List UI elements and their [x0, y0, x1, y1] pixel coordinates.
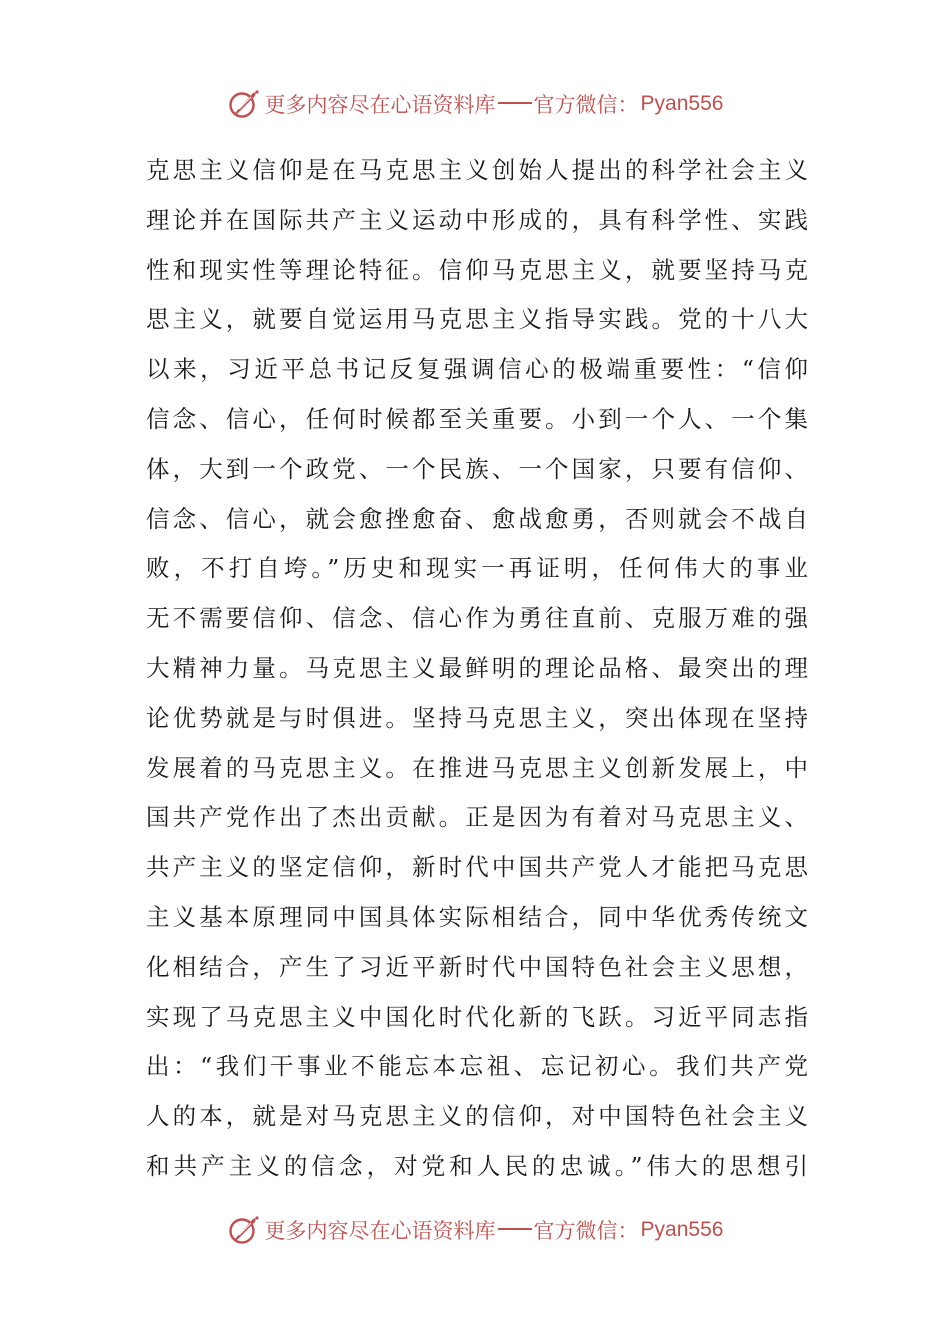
banner-wechat-label: 官方微信：	[533, 93, 639, 117]
text-line: 大精神力量。马克思主义最鲜明的理论品格、最突出的理	[146, 653, 808, 682]
banner-wechat-id: Pyan556	[640, 1218, 724, 1241]
banner-wechat-label: 官方微信：	[533, 1219, 639, 1243]
text-line: 主义基本原理同中国具体实际相结合，同中华优秀传统文	[146, 902, 808, 931]
text-line: 体，大到一个政党、一个民族、一个国家，只要有信仰、	[146, 454, 808, 483]
text-line: 信念、信心，任何时候都至关重要。小到一个人、一个集	[146, 404, 808, 433]
quill-logo-icon	[227, 1213, 261, 1247]
text-line: 出：“我们干事业不能忘本忘祖、忘记初心。我们共产党	[146, 1052, 808, 1081]
banner-dash	[498, 102, 532, 104]
body-text	[146, 146, 808, 1192]
text-line: 实现了马克思主义中国化时代化新的飞跃。习近平同志指	[146, 1002, 808, 1031]
text-line: 思主义，就要自觉运用马克思主义指导实践。党的十八大	[146, 305, 808, 334]
banner-text: 更多内容尽在心语资料库	[264, 93, 496, 117]
text-line: 以来，习近平总书记反复强调信心的极端重要性：“信仰	[146, 355, 808, 384]
banner-text: 更多内容尽在心语资料库	[264, 1219, 496, 1243]
text-line: 发展着的马克思主义。在推进马克思主义创新发展上，中	[146, 753, 808, 782]
text-line: 理论并在国际共产主义运动中形成的，具有科学性、实践	[146, 205, 808, 234]
text-line: 无不需要信仰、信念、信心作为勇往直前、克服万难的强	[146, 604, 808, 633]
footer-banner	[0, 1210, 950, 1250]
text-line: 性和现实性等理论特征。信仰马克思主义，就要坚持马克	[146, 255, 808, 284]
text-line: 败，不打自垮。”历史和现实一再证明，任何伟大的事业	[146, 554, 808, 583]
text-line: 论优势就是与时俱进。坚持马克思主义，突出体现在坚持	[146, 703, 808, 732]
text-line: 人的本，就是对马克思主义的信仰，对中国特色社会主义	[146, 1102, 808, 1131]
text-line: 克思主义信仰是在马克思主义创始人提出的科学社会主义	[146, 156, 808, 184]
text-line: 国共产党作出了杰出贡献。正是因为有着对马克思主义、	[146, 803, 808, 832]
text-line: 共产主义的坚定信仰，新时代中国共产党人才能把马克思	[146, 853, 808, 882]
text-line: 化相结合，产生了习近平新时代中国特色社会主义思想，	[146, 952, 808, 981]
text-line: 和共产主义的信念，对党和人民的忠诚。”伟大的思想引	[146, 1151, 808, 1180]
quill-logo-icon	[227, 87, 261, 121]
banner-wechat-id: Pyan556	[640, 92, 724, 115]
text-line: 信念、信心，就会愈挫愈奋、愈战愈勇，否则就会不战自	[146, 504, 808, 533]
header-banner	[0, 84, 950, 124]
banner-dash	[498, 1228, 532, 1230]
